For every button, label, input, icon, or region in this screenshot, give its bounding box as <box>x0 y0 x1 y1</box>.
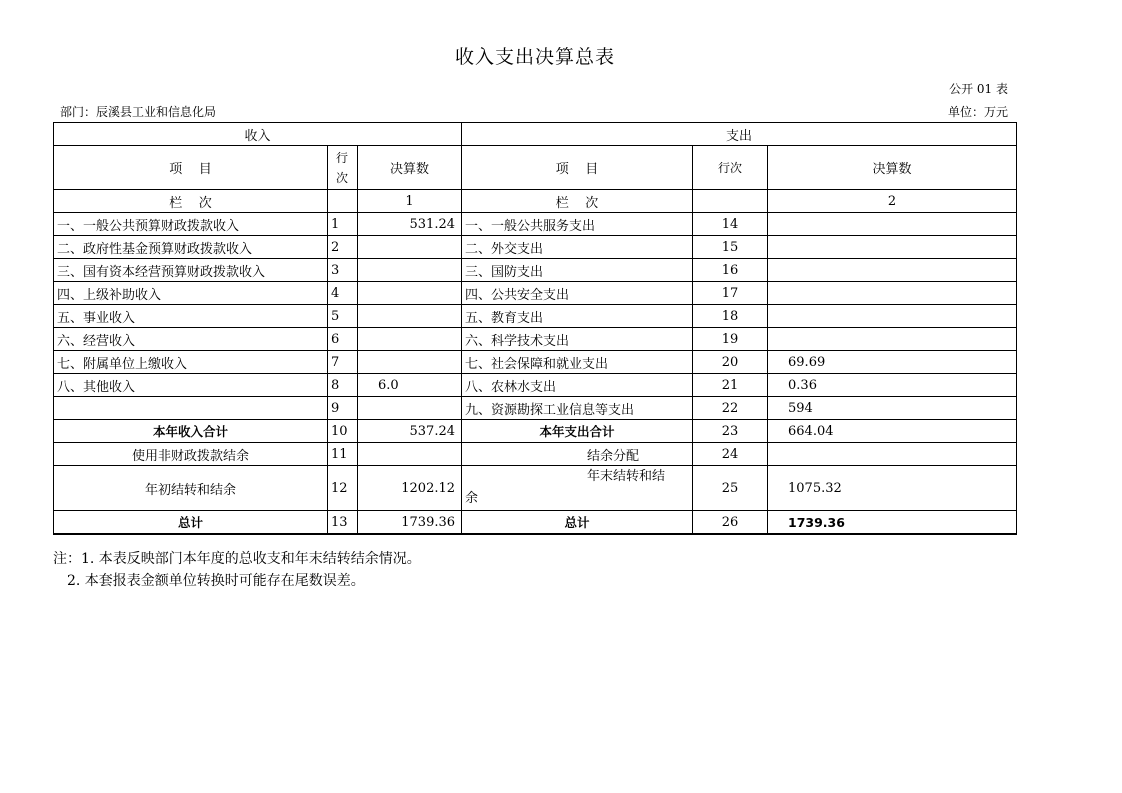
expense-row-no-header: 行次 <box>693 146 768 190</box>
expense-amount <box>768 282 1017 305</box>
row-number: 16 <box>693 259 768 282</box>
table-row <box>54 328 1017 351</box>
closing-balance-label <box>462 466 693 511</box>
row-number: 15 <box>693 236 768 259</box>
closing-balance-label-line2: 余 <box>465 491 479 506</box>
income-item: 七、附属单位上缴收入 <box>54 351 328 374</box>
row-number: 25 <box>693 466 768 511</box>
closing-balance-amount: 1075.32 <box>768 466 1017 511</box>
income-total-label: 总计 <box>54 511 328 535</box>
income-amount <box>358 351 462 374</box>
table-row <box>54 397 1017 420</box>
expense-item-header: 项 目 <box>462 146 693 190</box>
row-number: 21 <box>693 374 768 397</box>
department-label: 部门：辰溪县工业和信息化局 <box>60 105 217 119</box>
expense-item: 六、科学技术支出 <box>462 328 693 351</box>
income-header: 收入 <box>54 123 462 146</box>
row-number: 24 <box>693 443 768 466</box>
row-number: 9 <box>328 397 358 420</box>
notes <box>53 548 421 592</box>
row-number: 26 <box>693 511 768 535</box>
expense-amount: 0.36 <box>768 374 1017 397</box>
subtotal-row <box>54 420 1017 443</box>
expense-item: 四、公共安全支出 <box>462 282 693 305</box>
form-number: 公开 01 表 <box>949 82 1008 96</box>
income-amount-header: 决算数 <box>358 146 462 190</box>
table-section-header <box>54 123 1017 146</box>
row-number: 20 <box>693 351 768 374</box>
table-row <box>54 259 1017 282</box>
table-row <box>54 374 1017 397</box>
opening-balance-label: 年初结转和结余 <box>54 466 328 511</box>
income-amount: 531.24 <box>358 213 462 236</box>
row-number: 11 <box>328 443 358 466</box>
expense-item: 九、资源勘探工业信息等支出 <box>462 397 693 420</box>
column-index-row <box>54 190 1017 213</box>
note-1: 注：1. 本表反映部门本年度的总收支和年末结转结余情况。 <box>53 551 421 567</box>
income-amount <box>358 305 462 328</box>
expense-total-label: 总计 <box>462 511 693 535</box>
table-row <box>54 305 1017 328</box>
row-number: 5 <box>328 305 358 328</box>
row-number: 3 <box>328 259 358 282</box>
expense-amount <box>768 213 1017 236</box>
row-number: 8 <box>328 374 358 397</box>
income-column-label: 栏 次 <box>54 190 328 213</box>
income-item: 六、经营收入 <box>54 328 328 351</box>
income-item: 四、上级补助收入 <box>54 282 328 305</box>
table-row <box>54 351 1017 374</box>
income-item <box>54 397 328 420</box>
income-amount: 6.0 <box>358 374 462 397</box>
expense-item: 五、教育支出 <box>462 305 693 328</box>
income-item-header: 项 目 <box>54 146 328 190</box>
expense-amount: 594 <box>768 397 1017 420</box>
income-amount <box>358 328 462 351</box>
table-cell <box>328 190 358 213</box>
opening-balance-amount: 1202.12 <box>358 466 462 511</box>
income-amount <box>358 397 462 420</box>
income-subtotal-amount: 537.24 <box>358 420 462 443</box>
total-row <box>54 511 1017 535</box>
income-amount <box>358 259 462 282</box>
expense-item: 八、农林水支出 <box>462 374 693 397</box>
expense-amount <box>768 305 1017 328</box>
closing-balance-label-line1: 年末结转和结 <box>587 469 666 484</box>
income-total-amount: 1739.36 <box>358 511 462 535</box>
row-number: 22 <box>693 397 768 420</box>
expense-column-index: 2 <box>768 190 1017 213</box>
table-row <box>54 213 1017 236</box>
row-number: 2 <box>328 236 358 259</box>
table-row <box>54 282 1017 305</box>
balance-distribution-amount <box>768 443 1017 466</box>
expense-amount <box>768 328 1017 351</box>
table-row <box>54 236 1017 259</box>
expense-amount: 69.69 <box>768 351 1017 374</box>
balance-use-label: 使用非财政拨款结余 <box>54 443 328 466</box>
expense-item: 七、社会保障和就业支出 <box>462 351 693 374</box>
balance-use-amount <box>358 443 462 466</box>
expense-subtotal-amount: 664.04 <box>768 420 1017 443</box>
row-number: 7 <box>328 351 358 374</box>
row-number: 23 <box>693 420 768 443</box>
income-item: 八、其他收入 <box>54 374 328 397</box>
expense-total-amount: 1739.36 <box>768 511 1017 535</box>
income-item: 三、国有资本经营预算财政拨款收入 <box>54 259 328 282</box>
row-number: 18 <box>693 305 768 328</box>
expense-column-label: 栏 次 <box>462 190 693 213</box>
row-number: 12 <box>328 466 358 511</box>
table-column-header <box>54 146 1017 190</box>
income-column-index: 1 <box>358 190 462 213</box>
expense-item: 三、国防支出 <box>462 259 693 282</box>
row-number: 6 <box>328 328 358 351</box>
income-item: 五、事业收入 <box>54 305 328 328</box>
expense-amount-header: 决算数 <box>768 146 1017 190</box>
row-number: 10 <box>328 420 358 443</box>
row-number: 19 <box>693 328 768 351</box>
income-row-no-header: 行次 <box>328 146 358 190</box>
row-number: 13 <box>328 511 358 535</box>
income-amount <box>358 236 462 259</box>
income-amount <box>358 282 462 305</box>
income-expense-table <box>53 122 1017 535</box>
expense-subtotal-label: 本年支出合计 <box>462 420 693 443</box>
balance-use-row <box>54 443 1017 466</box>
expense-header: 支出 <box>462 123 1017 146</box>
expense-item: 一、一般公共服务支出 <box>462 213 693 236</box>
income-subtotal-label: 本年收入合计 <box>54 420 328 443</box>
unit-label: 单位：万元 <box>947 105 1008 119</box>
row-number: 4 <box>328 282 358 305</box>
row-number: 17 <box>693 282 768 305</box>
table-cell <box>693 190 768 213</box>
carryover-row <box>54 466 1017 511</box>
balance-distribution-label: 结余分配 <box>462 443 693 466</box>
row-number: 1 <box>328 213 358 236</box>
expense-amount <box>768 259 1017 282</box>
income-item: 二、政府性基金预算财政拨款收入 <box>54 236 328 259</box>
expense-item: 二、外交支出 <box>462 236 693 259</box>
row-number: 14 <box>693 213 768 236</box>
note-2: 2. 本套报表金额单位转换时可能存在尾数误差。 <box>67 573 365 589</box>
income-item: 一、一般公共预算财政拨款收入 <box>54 213 328 236</box>
expense-amount <box>768 236 1017 259</box>
page-title: 收入支出决算总表 <box>454 46 615 68</box>
